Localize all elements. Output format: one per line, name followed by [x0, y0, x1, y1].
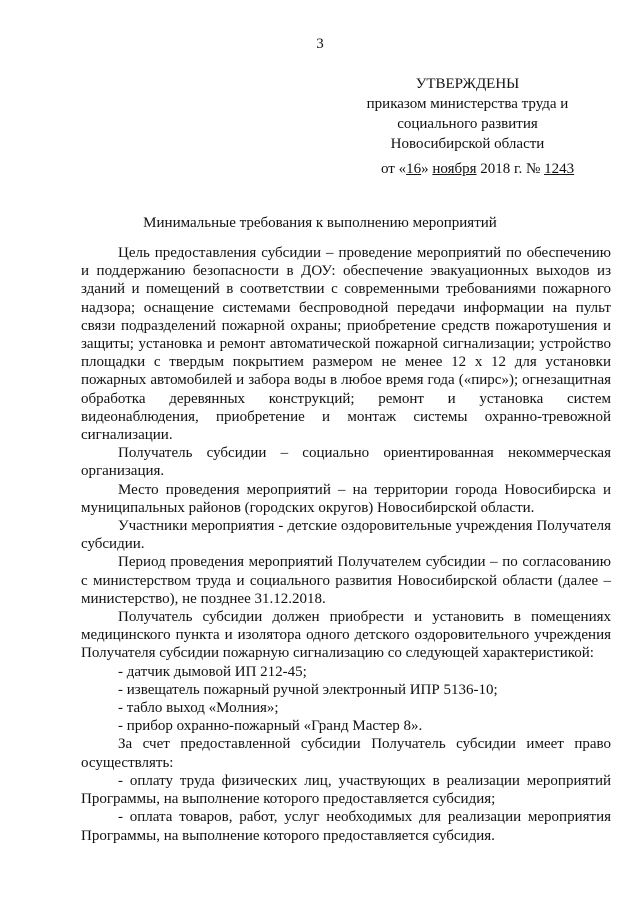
paragraph-location: Место проведения мероприятий – на территории города Новосибирска и муниципальных районов (городских округов) Новосибирской области. [81, 481, 611, 516]
document-title: Минимальные требования к выполнению мероприятий [143, 215, 497, 231]
list-item: - прибор охранно-пожарный «Гранд Мастер 8». [118, 718, 423, 735]
approval-heading: УТВЕРЖДЕНЫ [415, 76, 520, 92]
document-body [81, 244, 611, 845]
paragraph-purpose: Цель предоставления субсидии – проведение мероприятий по обеспечению и поддержанию безопасности в ДОУ: обеспечение эвакуационных выходов из зданий и помещений в соответствии с современными требованиями пожарного надзора; оснащение системами беспроводной передачи информации на пульт связи подразделений пожарной охраны; приобретение средств пожаротушения и защиты; установка и ремонт автоматической пожарной сигнализации; устройство площадки с твердым покрытием размером не менее 12 х 12 для установки пожарных автомобилей и забора воды в любое время года («пирс»); огнезащитная обработка деревянных конструкций; ремонт и установка систем видеонаблюдения, приобретение и монтаж системы охранно-тревожной сигнализации. [81, 245, 611, 444]
order-number: 1243 [544, 161, 575, 177]
approval-line-2: социального развития [397, 116, 538, 132]
approval-line-3: Новосибирской области [390, 136, 545, 152]
approval-block [355, 74, 580, 154]
list-item: - датчик дымовой ИП 212-45; [118, 663, 307, 680]
paragraph-rights-intro: За счет предоставленной субсидии Получатель субсидии имеет право осуществлять: [81, 736, 611, 771]
order-mid-1: » [421, 161, 433, 177]
paragraph-equipment-intro: Получатель субсидии должен приобрести и установить в помещениях медицинского пункта и изолятора одного детского оздоровительного учреждения Получателя субсидии пожарную сигнализацию со следующей характеристикой: [81, 609, 611, 662]
order-mid-2: 2018 г. № [476, 161, 545, 177]
list-item: - извещатель пожарный ручной электронный ИПР 5136-10; [118, 681, 498, 698]
order-day: 16 [406, 161, 422, 177]
paragraph-participants: Участники мероприятия - детские оздоровительные учреждения Получателя субсидии. [81, 518, 611, 553]
list-item: - оплата товаров, работ, услуг необходимых для реализации мероприятия Программы, на выполнение которого предоставляется субсидия. [81, 809, 611, 844]
order-prefix: от « [381, 161, 407, 177]
order-reference [381, 161, 574, 178]
order-month: ноября [432, 161, 477, 177]
page-number: 3 [316, 36, 324, 52]
paragraph-recipient: Получатель субсидии – социально ориентированная некоммерческая организация. [81, 445, 611, 480]
list-item: - табло выход «Молния»; [118, 700, 279, 717]
list-item: - оплату труда физических лиц, участвующих в реализации мероприятий Программы, на выполнение которого предоставляется субсидия; [81, 772, 611, 808]
paragraph-period: Период проведения мероприятий Получателем субсидии – по согласованию с министерством труда и социального развития Новосибирской области (далее – министерство), не позднее 31.12.2018. [81, 554, 611, 607]
approval-line-1: приказом министерства труда и [366, 96, 569, 112]
